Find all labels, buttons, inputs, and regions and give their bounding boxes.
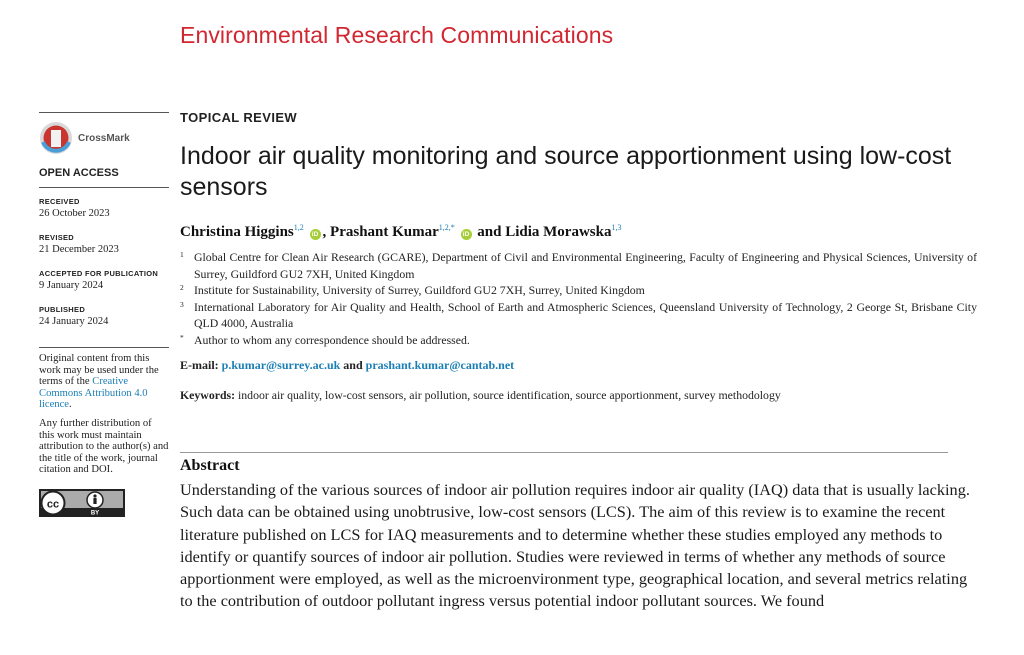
cc-by-license-icon[interactable] xyxy=(39,489,125,517)
abstract-text: Understanding of the various sources of indoor air pollution requires indoor air quality (IAQ) data that is usually lacking. Such data can be obtained using unobtrusive, low-cost sensors (LCS). The aim of this review is to examine the recent literature published on LCS for IAQ measurements and to determine whether these studies employed any methods to identify or quantify sources of indoor air pollution. Studies were reviewed in terms of whether any methods of source apportionment were employed, as well as the microenvironment type, geographical location, and several metrics relating to the contribution of outdoor pollutant ingress versus potential indoor pollutant sources. We found xyxy=(180,480,970,611)
history-label: RECEIVED xyxy=(39,197,80,206)
author-name[interactable]: Lidia Morawska xyxy=(505,224,612,240)
email-line: E-mail: p.kumar@surrey.ac.uk and prashant.kumar@cantab.net xyxy=(180,358,515,372)
orcid-icon[interactable]: iD xyxy=(461,229,472,240)
affiliation-list xyxy=(180,249,977,348)
history-label: PUBLISHED xyxy=(39,305,86,314)
abstract-heading: Abstract xyxy=(180,457,240,474)
history-published xyxy=(39,305,169,327)
history-date: 21 December 2023 xyxy=(39,244,119,255)
history-label: REVISED xyxy=(39,233,75,242)
distribution-text: Any further distribution of this work must maintain attribution to the author(s) and the title of the work, journal citation and DOI. xyxy=(39,417,169,476)
article-type: TOPICAL REVIEW xyxy=(180,110,298,125)
crossmark-badge[interactable] xyxy=(39,120,169,156)
open-access-label: OPEN ACCESS xyxy=(39,167,169,188)
history-received xyxy=(39,197,169,219)
affiliation-item: 1 Global Centre for Clean Air Research (GCARE), Department of Civil and Environmental Engineering, Faculty of Engineering and Physical Sciences, University of Surrey, Guildford GU2 7XH, United Kingdom xyxy=(180,250,977,281)
affiliation-item: 3 International Laboratory for Air Quality and Health, School of Earth and Atmospheric Sciences, Queensland University of Technology, 2 George St, Brisbane City QLD 4000, Australia xyxy=(180,299,977,330)
author-affil-sup: 1,2,* xyxy=(438,223,455,232)
article-title: Indoor air quality monitoring and source apportionment using low-cost sensors xyxy=(180,142,952,201)
keywords-line xyxy=(180,388,977,403)
history-date: 26 October 2023 xyxy=(39,208,110,219)
article-sidebar xyxy=(39,112,169,521)
email-link-2[interactable]: prashant.kumar@cantab.net xyxy=(365,358,515,372)
history-revised xyxy=(39,233,169,255)
cc-by-label: BY xyxy=(90,510,100,517)
author-name[interactable]: Christina Higgins xyxy=(180,224,294,240)
license-notice xyxy=(39,347,169,521)
keywords-label: Keywords: xyxy=(180,388,236,402)
crossmark-label: CrossMark xyxy=(78,132,130,144)
affiliation-item: 2 Institute for Sustainability, University of Surrey, Guildford GU2 7XH, Surrey, United Kingdom xyxy=(180,283,645,297)
article-header xyxy=(180,110,977,403)
author-affil-sup: 1,2 xyxy=(293,223,304,232)
license-text: Original content from this work may be used under the terms of the Creative Commons Attribution 4.0 licence. xyxy=(39,353,159,411)
history-date: 9 January 2024 xyxy=(39,280,104,291)
email-label: E-mail: xyxy=(180,358,219,372)
orcid-icon[interactable]: iD xyxy=(310,229,321,240)
history-label: ACCEPTED FOR PUBLICATION xyxy=(39,269,159,278)
keywords-text: indoor air quality, low-cost sensors, air pollution, source identification, source apportionment, survey methodology xyxy=(235,388,781,402)
svg-text:cc: cc xyxy=(46,498,60,511)
author-list: Christina Higgins$^{1,2}$ iD , Prashant Kumar$^{1,2,*}$ iD and Lidia Morawska$^{1,3}$ xyxy=(180,223,622,240)
cc-license-link[interactable]: Creative Commons Attribution 4.0 licence xyxy=(39,376,148,411)
author-affil-sup: 1,3 xyxy=(611,223,622,232)
journal-title[interactable]: Environmental Research Communications xyxy=(180,22,614,48)
author-name[interactable]: Prashant Kumar xyxy=(330,224,439,240)
email-link-1[interactable]: p.kumar@surrey.ac.uk xyxy=(221,358,341,372)
history-date: 24 January 2024 xyxy=(39,316,109,327)
abstract-divider xyxy=(180,452,948,453)
sidebar-divider xyxy=(39,112,169,113)
crossmark-icon xyxy=(39,121,73,155)
affiliation-item: * Author to whom any correspondence should be addressed. xyxy=(180,332,470,347)
history-accepted xyxy=(39,269,169,291)
